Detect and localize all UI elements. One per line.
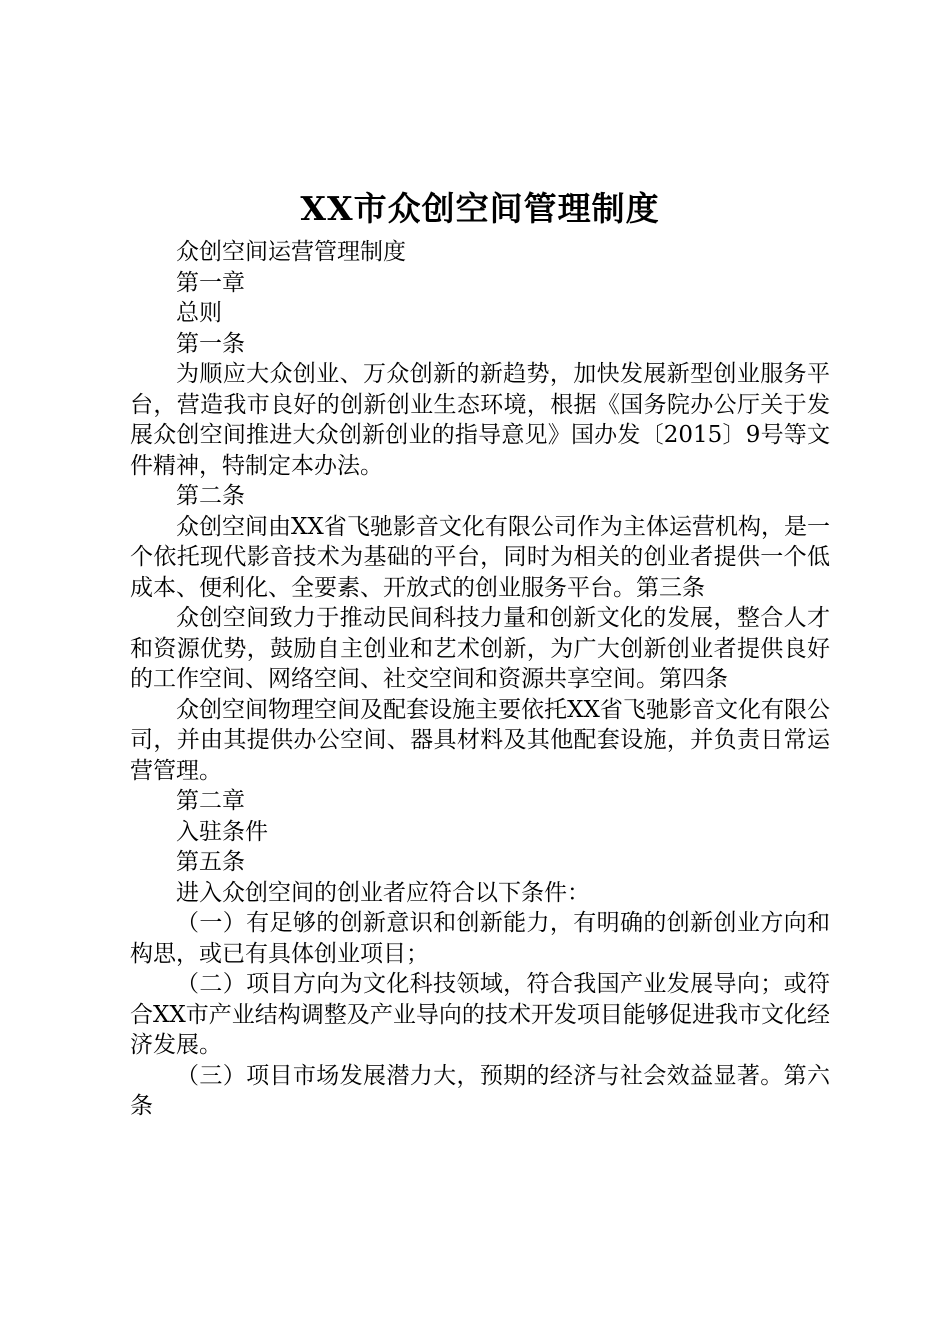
chapter-title: 总则 [176, 300, 222, 326]
paragraph: 为顺应大众创业、万众创新的新趋势，加快发展新型创业服务平台，营造我市良好的创新创业生态环境，根据《国务院办公厅关于发展众创空间推进大众创新创业的指导意见》国办发〔2015〕9号等文件精神，特制定本办法。 [130, 361, 830, 479]
article-heading: 第五条 [176, 849, 245, 875]
document-title: XX市众创空间管理制度 [300, 189, 660, 228]
article-heading: 第一条 [176, 330, 245, 357]
paragraph: 进入众创空间的创业者应符合以下条件： [176, 879, 590, 906]
list-item: （二）项目方向为文化科技领域，符合我国产业发展导向；或符合XX市产业结构调整及产业导向的技术开发项目能够促进我市文化经济发展。 [130, 971, 830, 1058]
paragraph: 众创空间物理空间及配套设施主要依托XX省飞驰影音文化有限公司，并由其提供办公空间、器具材料及其他配套设施，并负责日常运营管理。 [130, 696, 830, 784]
article-heading: 第二条 [176, 483, 245, 509]
paragraph: 众创空间由XX省飞驰影音文化有限公司作为主体运营机构，是一个依托现代影音技术为基础的平台，同时为相关的创业者提供一个低成本、便利化、全要素、开放式的创业服务平台。第三条 [130, 513, 830, 601]
list-item: （一）有足够的创新意识和创新能力，有明确的创新创业方向和构思，或已有具体创业项目； [130, 910, 830, 967]
paragraph: 众创空间运营管理制度 [176, 239, 406, 265]
paragraph: 众创空间致力于推动民间科技力量和创新文化的发展，整合人才和资源优势，鼓励自主创业和艺术创新，为广大创新创业者提供良好的工作空间、网络空间、社交空间和资源共享空间。第四条 [130, 605, 830, 692]
document-page [130, 185, 830, 1122]
chapter-heading: 第二章 [176, 788, 245, 814]
chapter-title: 入驻条件 [176, 818, 268, 845]
list-item: （三）项目市场发展潜力大，预期的经济与社会效益显著。第六条 [130, 1062, 830, 1119]
chapter-heading: 第一章 [176, 269, 245, 296]
document-body [130, 237, 830, 1122]
